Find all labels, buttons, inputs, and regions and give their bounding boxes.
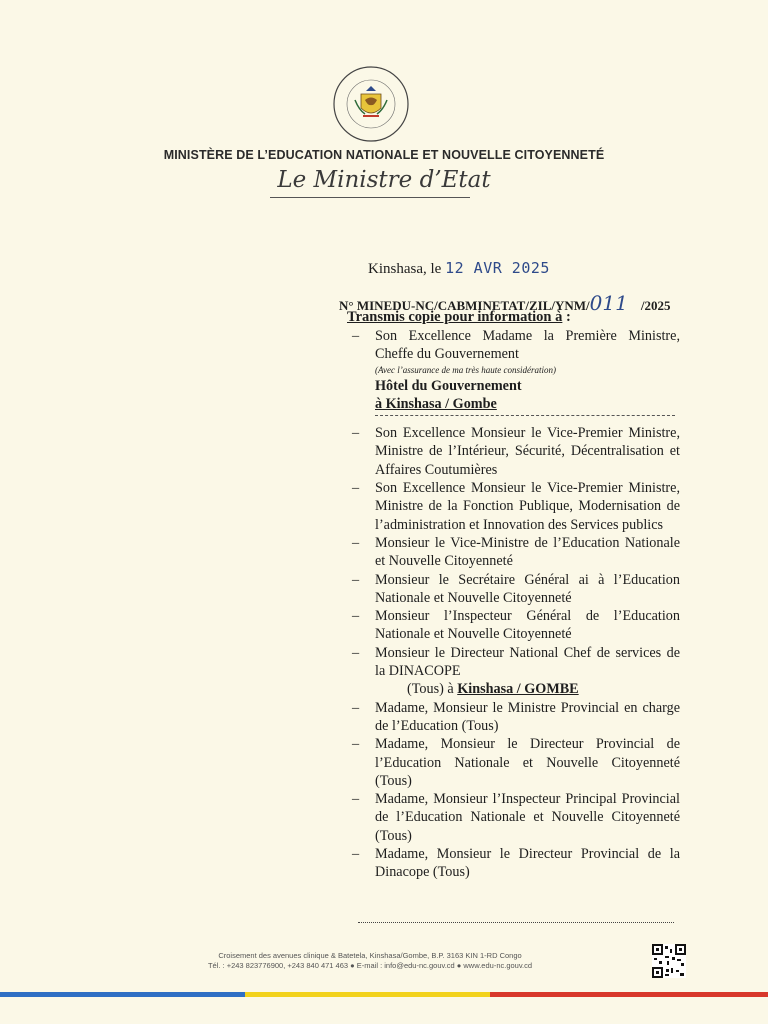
list-dash: –: [352, 328, 360, 344]
tous-prefix: (Tous) à: [407, 681, 458, 698]
reference-year: /2025: [640, 298, 671, 313]
date-line: [368, 259, 550, 278]
list-item: [340, 699, 680, 736]
list-dash: –: [352, 425, 360, 442]
recipient-name: Madame, Monsieur le Ministre Provincial en charge de l’Education (Tous): [375, 699, 680, 734]
recipient-name: Monsieur le Secrétaire Général ai à l’Education Nationale et Nouvelle Citoyenneté: [375, 571, 680, 606]
transmis-heading: [347, 309, 571, 326]
list-dash: –: [352, 608, 360, 625]
recipient-list: [340, 327, 680, 882]
qr-code-icon: [652, 944, 686, 978]
list-item: [340, 571, 680, 608]
flag-color-band: [0, 992, 768, 997]
list-item: [340, 735, 680, 790]
minister-title: Le Ministre d’Etat: [277, 167, 491, 193]
title-underline: [270, 197, 470, 198]
flag-yellow-stripe: [245, 992, 490, 997]
recipient-primary-name: Son Excellence Madame la Première Ministre, Cheffe du Gouvernement: [375, 328, 680, 363]
dashed-separator: [375, 415, 675, 416]
recipient-primary-city: à Kinshasa / Gombe: [375, 395, 497, 412]
government-seal-icon: [325, 64, 417, 144]
recipient-primary-place: Hôtel du Gouvernement: [375, 377, 522, 394]
recipient-name: Son Excellence Monsieur le Vice-Premier Ministre, Ministre de l’Intérieur, Sécurité, Décentralisation et Affaires Coutumières: [375, 425, 680, 478]
date-prefix: Kinshasa, le: [368, 261, 442, 277]
reference-handwritten: 011: [589, 291, 628, 315]
recipient-name: Monsieur le Directeur National Chef de services de la DINACOPE: [375, 644, 680, 680]
reference-prefix: N° MINEDU-NC/CABMINETAT/ZIL/YNM/: [339, 298, 590, 313]
list-dash: –: [352, 571, 360, 588]
list-item: [340, 790, 680, 845]
footer-address: [120, 951, 620, 971]
list-item: [340, 424, 680, 479]
recipient-name: Son Excellence Monsieur le Vice-Premier Ministre, Ministre de la Fonction Publique, Modernisation de l’administration et Innovation des Services publics: [375, 480, 680, 533]
list-dash: –: [352, 846, 360, 863]
list-item: [340, 644, 680, 681]
transmis-colon: :: [562, 309, 571, 325]
recipient-name: Madame, Monsieur l’Inspecteur Principal Provincial de l’Education Nationale et Nouvelle Citoyenneté (Tous): [375, 791, 680, 844]
footer-line-address: Croisement des avenues clinique & Batetela, Kinshasa/Gombe, B.P. 3163 KIN 1-RD Congo: [218, 951, 522, 960]
list-item: [340, 607, 680, 644]
list-dash: –: [352, 480, 360, 497]
list-item: [340, 479, 680, 534]
list-dash: –: [352, 644, 360, 661]
transmis-label: Transmis copie pour information à: [347, 309, 563, 325]
footer-line-contact: Tél. : +243 823776900, +243 840 471 463 ● E-mail : info@edu-nc.gouv.cd ● www.edu-nc.gouv.cd: [207, 961, 533, 970]
recipient-name: Monsieur le Vice-Ministre de l’Education Nationale et Nouvelle Citoyenneté: [375, 534, 680, 570]
list-dash: –: [352, 699, 360, 716]
flag-red-stripe: [490, 992, 768, 997]
list-dash: –: [352, 791, 360, 808]
recipient-name: Monsieur l’Inspecteur Général de l’Education Nationale et Nouvelle Citoyenneté: [375, 608, 680, 643]
recipient-primary: [340, 327, 680, 413]
recipient-name: Madame, Monsieur le Directeur Provincial de la Dinacope (Tous): [375, 846, 680, 881]
list-item: [340, 845, 680, 882]
tous-place: Kinshasa / GOMBE: [457, 681, 579, 698]
tous-location: [340, 680, 680, 698]
dotted-separator: [358, 922, 674, 923]
list-dash: –: [352, 534, 360, 551]
recipient-name: Madame, Monsieur le Directeur Provincial de l’Education Nationale et Nouvelle Citoyenneté (Tous): [375, 736, 680, 789]
ministry-name: MINISTÈRE DE L’EDUCATION NATIONALE ET NOUVELLE CITOYENNETÉ: [163, 148, 605, 162]
list-item: [340, 534, 680, 571]
list-dash: –: [352, 736, 360, 753]
date-stamp: 12 AVR 2025: [445, 259, 550, 277]
flag-blue-stripe: [0, 992, 245, 997]
recipient-primary-note: (Avec l’assurance de ma très haute considération): [375, 364, 556, 375]
